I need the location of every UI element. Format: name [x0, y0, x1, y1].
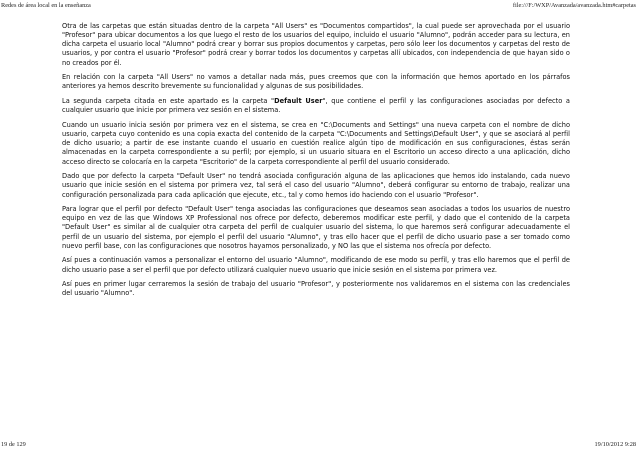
paragraph-modify-default-profile: Para lograr que el perfil por defecto "Default User" tenga asociadas las configuraciones que deseamos sean asociadas a todos los usuarios de nuestro equipo en vez de las que Windows XP Professional nos ofrece por defecto, deberemos modificar este perfil, y dado que el contenido de la carpeta "Default User" es similar al de cualquier otra carpeta del perfil de cualquier usuario del sistema, lo que haremos será configurar adecuadamente el perfil de un usuario del sistema, por ejemplo el perfil del usuario "Alumno", y tras ello hacer que el perfil de dicho usuario pase a ser tomado como nuevo perfil base, con las configuraciones que nosotros hayamos personalizado, y NO las que el sistema nos ofrecía por defecto.: [62, 205, 570, 250]
paragraph-text-after: ", que contiene el perfil y las configuraciones asociadas por defecto a cualquier usuario que inicie por primera vez sesión en el sistema.: [62, 97, 570, 115]
paragraph-default-configuration: Dado que por defecto la carpeta "Default User" no tendrá asociada configuración alguna de las aplicaciones que hemos ido instalando, cada nuevo usuario que inicie sesión en el sistema por primera vez, tal será el caso del usuario "Alumno", deberá configurar su entorno de trabajo, realizar una configuración personalizada para cada aplicación que ejecute, etc., tal y como hemos ido haciendo con el usuario "Profesor".: [62, 172, 570, 199]
document-body: [62, 22, 570, 304]
print-datetime: 19/10/2012 9:28: [594, 441, 636, 448]
page-number: 19 de 129: [1, 441, 26, 448]
paragraph-personalize-alumno: Así pues a continuación vamos a personalizar el entorno del usuario "Alumno", modificando de ese modo su perfil, y tras ello haremos que el perfil de dicho usuario pase a ser el perfil que por defecto utilizará cualquier nuevo usuario que inicie sesión en el sistema por primera vez.: [62, 256, 570, 274]
paragraph-first-login: Cuando un usuario inicia sesión por primera vez en el sistema, se crea en "C:\Documents and Settings" una nueva carpeta con el nombre de dicho usuario, carpeta cuyo contenido es una copia exacta del contenido de la carpeta "C:\Documents and Settings\Default User", y que se asociará al perfil de dicho usuario; a partir de ese instante cuando el usuario en cuestión realice algún tipo de modificación en sus configuraciones, éstas serán almacenadas en la carpeta correspondiente a su perfil; por ejemplo, si un usuario situara en el Escritorio un acceso directo a una aplicación, dicho acceso directo se colocaría en la carpeta "Escritorio" de la carpeta correspondiente al perfil del usuario considerado.: [62, 120, 570, 166]
default-user-bold-text: Default User: [274, 97, 323, 106]
paragraph-text-before: La segunda carpeta citada en este apartado es la carpeta ": [62, 97, 275, 106]
print-footer: [0, 441, 638, 450]
page-url: file:///F:/WXP/Avanzada/avanzada.htm#carpetas: [512, 2, 636, 9]
paragraph-documentos-compartidos: Otra de las carpetas que están situadas dentro de la carpeta "All Users" es "Documentos compartidos", la cual puede ser aprovechada por el usuario "Profesor" para ubicar documentos a los que luego el resto de los usuarios del equipo, incluido el usuario "Alumno", podrán acceder para su lectura, en dicha carpeta el usuario local "Alumno" podrá crear y borrar sus propios documentos y carpetas, pero sólo leer los documentos y carpetas del resto de usuarios, y por contra el usuario "Profesor" podrá crear y borrar todos los documentos y carpetas allí ubicados, con independencia de que hayan sido o no creados por él.: [62, 22, 570, 67]
paragraph-close-session: Así pues en primer lugar cerraremos la sesión de trabajo del usuario "Profesor", y posteriormente nos validaremos en el sistema con las credenciales del usuario "Alumno".: [62, 280, 570, 298]
paragraph-default-user-intro: [62, 97, 570, 115]
paragraph-all-users-summary: En relación con la carpeta "All Users" no vamos a detallar nada más, pues creemos que con la información que hemos aportado en los párrafos anteriores ya hemos descrito brevemente su funcionalidad y algunas de sus posibilidades.: [62, 73, 570, 91]
page-title: Redes de área local en la enseñanza: [1, 2, 91, 9]
print-header: [0, 2, 638, 11]
